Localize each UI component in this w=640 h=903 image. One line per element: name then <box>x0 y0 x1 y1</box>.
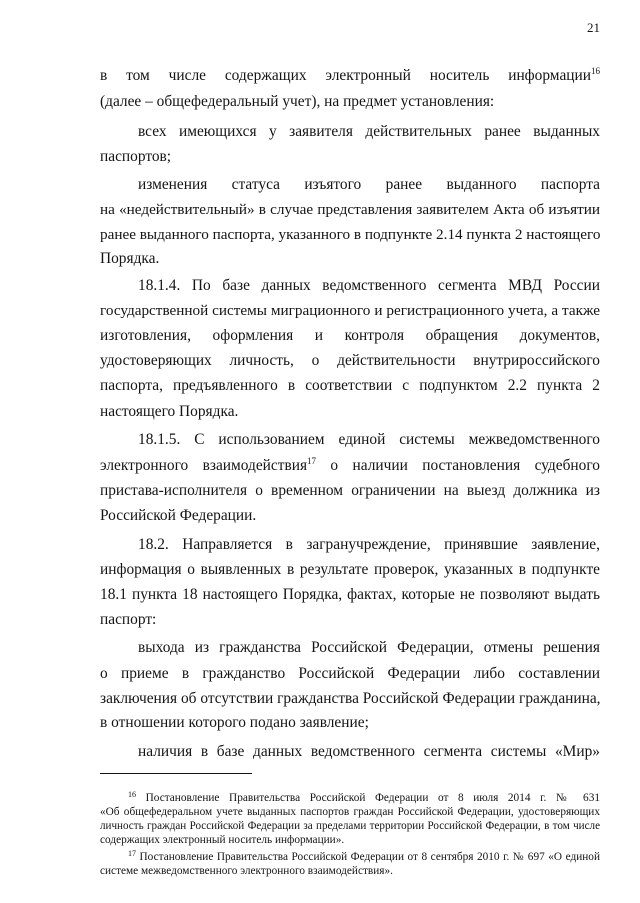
body-line: 18.1 пункта 18 настоящего Порядка, фактах, которые не позволяют выдать <box>100 586 600 603</box>
body-line: 18.2. Направляется в загранучреждение, принявшие заявление, <box>138 536 600 553</box>
footnote-line: личность граждан Российской Федерации за пределами территории Российской Федерации, в том числе <box>100 820 600 832</box>
body-line: изменения статуса изъятого ранее выданного паспорта <box>138 176 600 193</box>
footnote-marker-16: 16 <box>128 790 136 799</box>
body-line: Порядка. <box>100 250 160 267</box>
footnote-line: $^{17}$ Постановление Правительства Российской Федерации от 8 сентября 2010 г. № 697 «О единой <box>128 849 600 863</box>
body-line: электронного взаимодействия$^{17}$ о наличии постановления судебного <box>100 456 600 474</box>
body-line: паспортов; <box>100 148 172 165</box>
body-line: наличия в базе данных ведомственного сегмента системы «Мир» <box>138 743 600 760</box>
body-line: удостоверяющих личность, о действительности внутрироссийского <box>100 352 600 369</box>
body-line: на «недействительный» в случае представления заявителем Акта об изъятии <box>100 201 600 218</box>
body-line: 18.1.5. С использованием единой системы межведомственного <box>138 431 600 448</box>
body-line: государственной системы миграционного и регистрационного учета, а также <box>100 302 600 319</box>
body-line: 18.1.4. По базе данных ведомственного сегмента МВД России <box>138 277 600 294</box>
footnote-line: содержащих электронный носитель информации». <box>100 834 345 846</box>
body-line: всех имеющихся у заявителя действительных ранее выданных <box>138 123 600 140</box>
page-number: 21 <box>587 20 600 35</box>
body-line: (далее – общефедеральный учет), на предмет установления: <box>100 93 495 110</box>
footnote-line: $^{16}$ Постановление Правительства Российской Федерации от 8 июля 2014 г. № 631 <box>128 790 600 804</box>
body-line: паспорта, предъявленного в соответствии с подпунктом 2.2 пункта 2 <box>100 377 600 394</box>
body-line: заключения об отсутствии гражданства Российской Федерации гражданина, <box>100 690 601 707</box>
body-line: пристава-исполнителя о временном ограничении на выезд должника из <box>100 482 600 499</box>
body-line: выхода из гражданства Российской Федерации, отмены решения <box>138 639 600 656</box>
footnote-marker-17: 17 <box>128 849 136 858</box>
body-line: информация о выявленных в результате проверок, указанных в подпункте <box>100 561 600 578</box>
footnote-line: системе межведомственного электронного взаимодействия». <box>100 865 393 877</box>
footnote-separator <box>100 773 252 774</box>
body-line: настоящего Порядка. <box>100 403 239 420</box>
footnote-line: «Об общефедеральном учете выданных паспортов граждан Российской Федерации, удостоверяющих <box>100 806 600 818</box>
body-line: в отношении которого подано заявление; <box>100 714 369 731</box>
body-line: в том числе содержащих электронный носитель информации$^{16}$ <box>100 66 600 84</box>
body-line: Российской Федерации. <box>100 507 257 524</box>
footnote-ref-16: 16 <box>591 66 600 76</box>
body-line: ранее выданного паспорта, указанного в подпункте 2.14 пункта 2 настоящего <box>100 226 601 243</box>
body-line: паспорт: <box>100 611 157 628</box>
body-line: изготовления, оформления и контроля обращения документов, <box>100 327 600 344</box>
footnote-ref-17: 17 <box>307 456 317 466</box>
body-line: о приеме в гражданство Российской Федерации либо составлении <box>100 665 600 682</box>
